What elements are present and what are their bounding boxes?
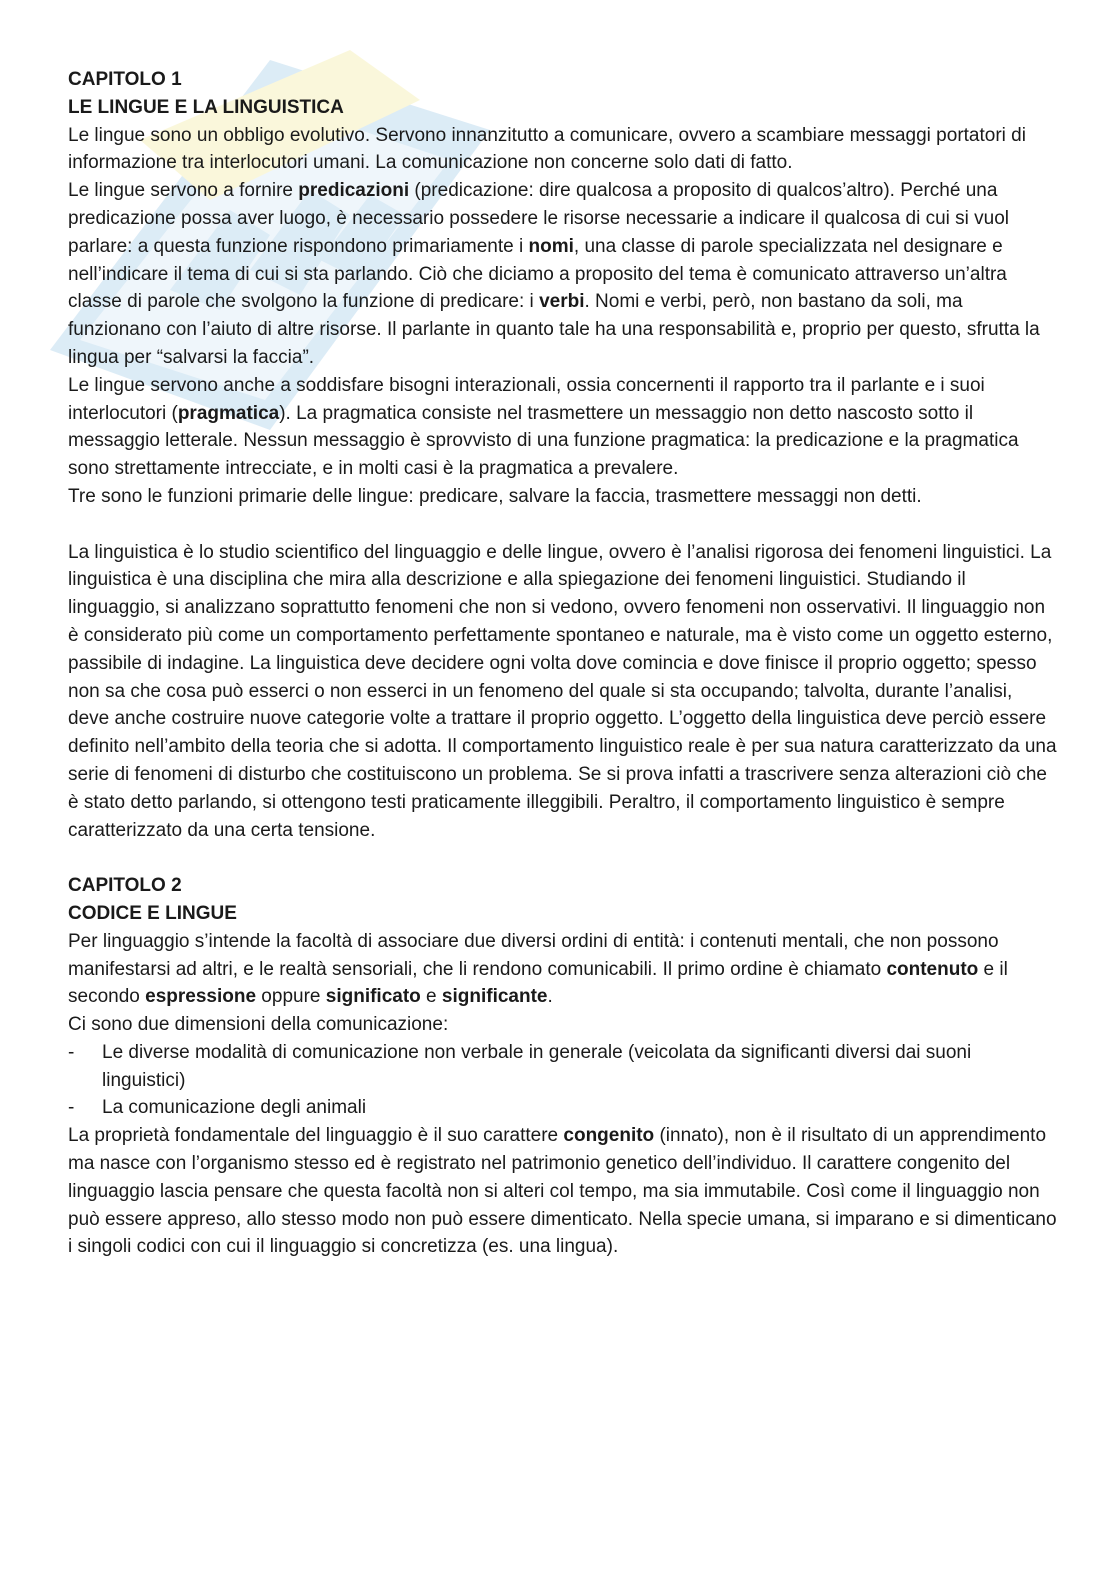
term-pragmatica: pragmatica xyxy=(177,402,280,424)
chapter2-label: CAPITOLO 2 xyxy=(68,875,182,897)
chapter1-paragraph-3: Le lingue servono anche a soddisfare bisogni interazionali, ossia concernenti il rapporto tra il parlante e i suoi interlocutori (pragmatica). La pragmatica consiste nel trasmettere un messaggio non detto nascosto sotto il messaggio letterale. Nessun messaggio è sprovvisto di una funzione pragmatica: la predicazione e la pragmatica sono strettamente intrecciate, e in molti casi è la pragmatica a prevalere. xyxy=(68,374,1019,480)
chapter1-paragraph-2: Le lingue servono a fornire predicazioni (predicazione: dire qualcosa a proposito di qualcos’altro). Perché una predicazione possa aver luogo, è necessario possedere le risorse necessarie a indicare il qualcosa di cui si vuol parlare: a questa funzione rispondono primariamente i nomi, una classe di parole specializzata nel designare e nell’indicare il tema di cui si sta parlando. Ciò che diciamo a proposito del tema è comunicato attraverso un’altra classe di parole che svolgono la funzione di predicare: i verbi. Nomi e verbi, però, non bastano da soli, ma funzionano con l’aiuto di altre risorse. Il parlante in quanto tale ha una responsabilità e, proprio per questo, sfrutta la lingua per “salvarsi la faccia”. xyxy=(68,180,1040,368)
chapter2-paragraph-3: La proprietà fondamentale del linguaggio è il suo carattere congenito (innato), non è il risultato di un apprendimento ma nasce con l’organismo stesso ed è registrato nel patrimonio genetico dell’individuo. Il carattere congenito del linguaggio lascia pensare che questa facoltà non si alteri col tempo, ma sia immutabile. Così come il linguaggio non può essere appreso, allo stesso modo non può essere dimenticato. Nella specie umana, si imparano e si dimenticano i singoli codici con cui il linguaggio si concretizza (es. una lingua). xyxy=(68,1125,1057,1258)
term-nomi: nomi xyxy=(528,235,574,257)
document-page xyxy=(68,66,1058,1261)
list-marker: - xyxy=(68,1041,75,1063)
term-contenuto: contenuto xyxy=(886,958,979,980)
term-significato: significato xyxy=(325,986,421,1008)
chapter1-label: CAPITOLO 1 xyxy=(68,69,182,90)
list-item-text: La comunicazione degli animali xyxy=(102,1097,367,1119)
chapter2-paragraph-1: Per linguaggio s’intende la facoltà di associare due diversi ordini di entità: i contenuti mentali, che non possono manifestarsi ad altri, e le realtà sensoriali, che li rendono comunicabili. Il primo ordine è chiamato contenuto e il secondo espressione oppure significato e significante. xyxy=(68,930,1008,1008)
chapter1-paragraph-4: Tre sono le funzioni primarie delle lingue: predicare, salvare la faccia, trasmettere messaggi non detti. xyxy=(68,485,922,507)
term-significante: significante xyxy=(441,986,548,1008)
list-item-text: Le diverse modalità di comunicazione non verbale in generale (veicolata da significanti diversi dai suoni linguistici) xyxy=(102,1041,972,1091)
list-marker: - xyxy=(68,1097,75,1119)
list-item xyxy=(68,1094,1058,1122)
chapter1-title: LE LINGUE E LA LINGUISTICA xyxy=(68,96,344,118)
term-predicazioni: predicazioni xyxy=(298,180,410,202)
term-congenito: congenito xyxy=(563,1125,655,1147)
chapter1-paragraph-5: La linguistica è lo studio scientifico del linguaggio e delle lingue, ovvero è l’analisi rigorosa dei fenomeni linguistici. La linguistica è una disciplina che mira alla descrizione e alla spiegazione dei fenomeni linguistici. Studiando il linguaggio, si analizzano soprattutto fenomeni che non si vedono, ovvero fenomeni non osservativi. Il linguaggio non è considerato più come un comportamento perfettamente spontaneo e naturale, ma è visto come un oggetto esterno, passibile di indagine. La linguistica deve decidere ogni volta dove comincia e dove finisce il proprio oggetto; spesso non sa che cosa può esserci o non esserci in un fenomeno del quale si sta occupando; talvolta, durante l’analisi, deve anche costruire nuove categorie volte a trattare il proprio oggetto. L’oggetto della linguistica deve perciò essere definito nell’ambito della teoria che si adotta. Il comportamento linguistico reale è per sua natura caratterizzato da una serie di fenomeni di disturbo che costituiscono un problema. Se si prova infatti a trascrivere senza alterazioni ciò che è stato detto parlando, si ottengono testi praticamente illeggibili. Peraltro, il comportamento linguistico è sempre caratterizzato da una certa tensione. xyxy=(68,541,1057,841)
term-espressione: espressione xyxy=(145,986,257,1008)
list-item xyxy=(68,1039,1058,1095)
term-verbi: verbi xyxy=(539,291,585,313)
chapter1-paragraph-1: Le lingue sono un obbligo evolutivo. Servono innanzitutto a comunicare, ovvero a scambiare messaggi portatori di informazione tra interlocutori umani. La comunicazione non concerne solo dati di fatto. xyxy=(68,124,1026,174)
chapter2-title: CODICE E LINGUE xyxy=(68,902,237,924)
chapter2-paragraph-2: Ci sono due dimensioni della comunicazione: xyxy=(68,1014,449,1036)
